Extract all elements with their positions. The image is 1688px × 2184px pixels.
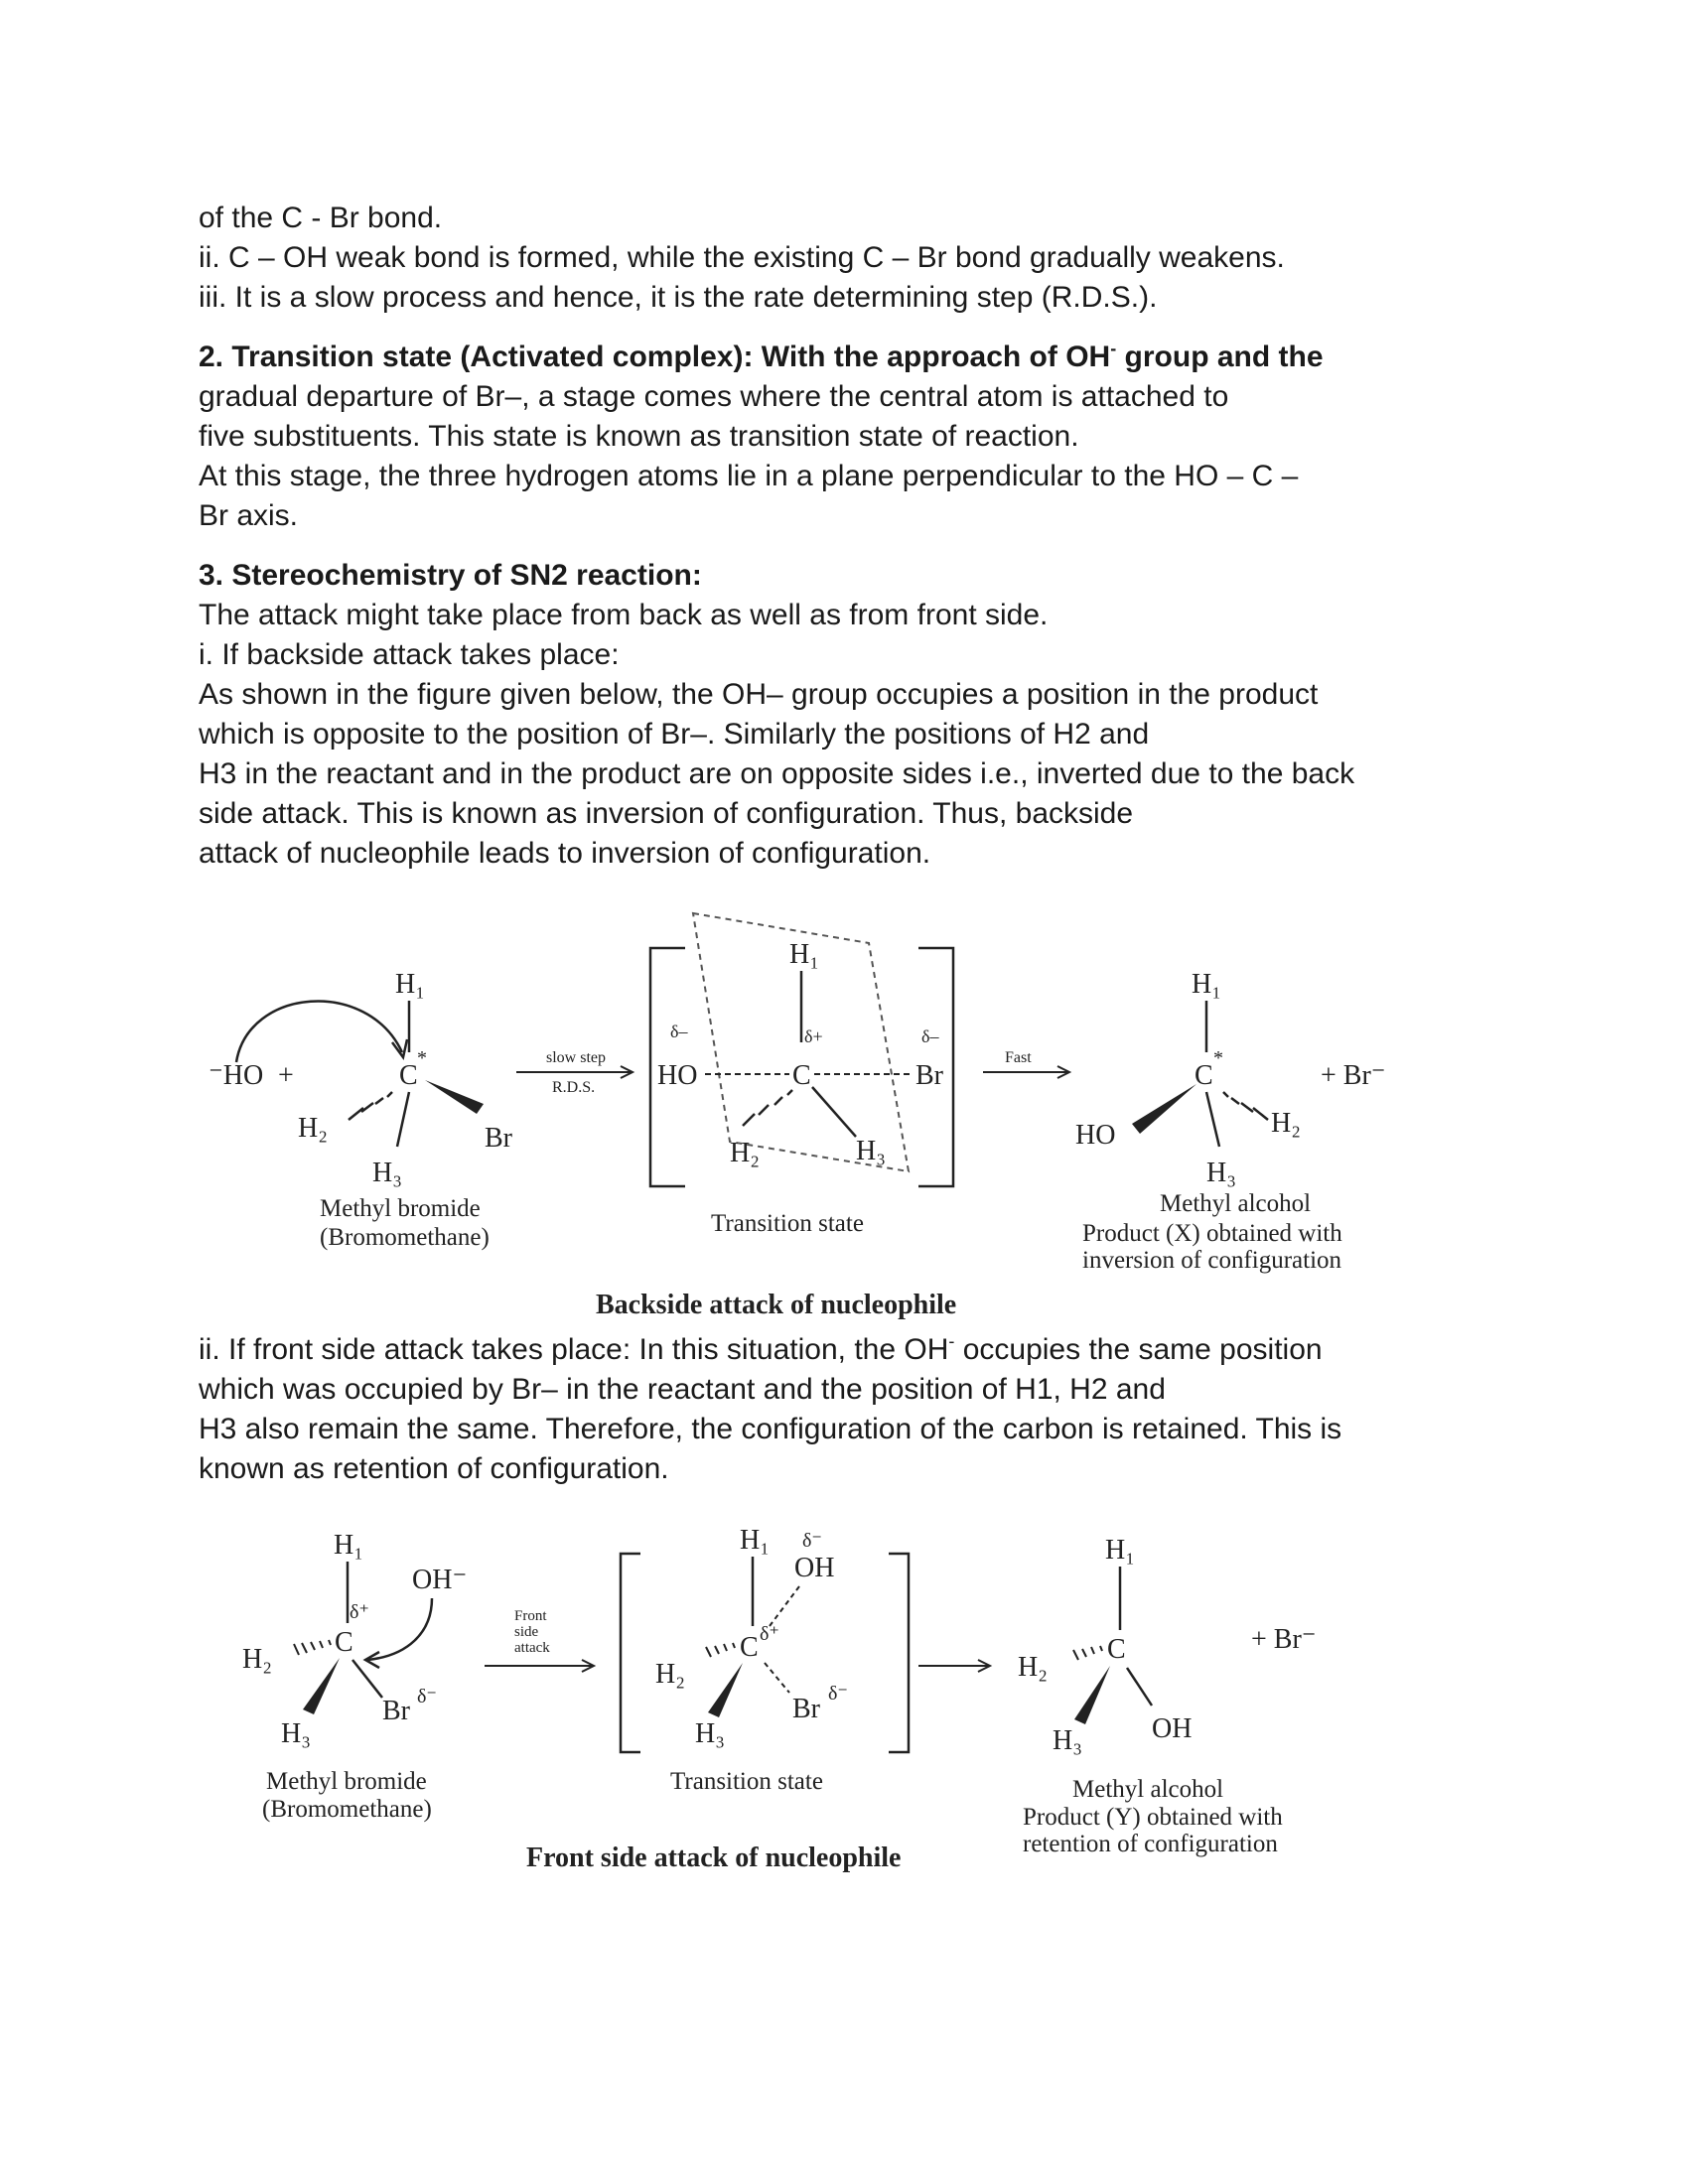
front-line-2: which was occupied by Br– in the reactant and the position of H1, H2 and (199, 1373, 1166, 1406)
h1-label: H₁ (334, 1530, 363, 1561)
ts-delta-oh: δ⁻ (802, 1530, 822, 1552)
ts-delta-br: δ⁻ (828, 1683, 848, 1705)
ts-h2-label: H₂ (730, 1138, 760, 1168)
nucleophile-label: ⁻HO (209, 1060, 264, 1091)
p-h3-label: H₃ (1206, 1158, 1236, 1188)
transition-line-3: At this stage, the three hydrogen atoms lie in a plane perpendicular to the HO – C – (199, 460, 1299, 492)
backside-caption: Backside attack of nucleophile (596, 1290, 957, 1320)
ts-h1-label: H₁ (789, 939, 819, 970)
hashed-wedge-icon (294, 1640, 331, 1655)
p-chiral-star: * (1213, 1047, 1223, 1069)
transition-line-4: Br axis. (199, 499, 299, 532)
ts-delta-c: δ⁺ (760, 1623, 779, 1645)
side-label: side (514, 1624, 539, 1640)
ts-delta-br: δ– (921, 1026, 939, 1046)
attack-label: attack (514, 1640, 550, 1656)
transition-line-2: five substituents. This state is known as transition state of reaction. (199, 420, 1079, 453)
delta-br-label: δ⁻ (417, 1686, 437, 1707)
intro-line-1: ii. C – OH weak bond is formed, while the existing C – Br bond gradually weakens. (199, 241, 1285, 274)
stereo-line-4: which is opposite to the position of Br–. Similarly the positions of H2 and (199, 718, 1150, 751)
p-ho-label: HO (1075, 1120, 1116, 1151)
stereo-heading: 3. Stereochemistry of SN2 reaction: (199, 559, 702, 592)
stereo-line-7: attack of nucleophile leads to inversion of configuration. (199, 837, 931, 870)
front-line-3: H3 also remain the same. Therefore, the configuration of the carbon is retained. This is (199, 1413, 1342, 1445)
plus-br-label: + Br⁻ (1251, 1624, 1317, 1655)
reactant-alt-name: (Bromomethane) (262, 1796, 432, 1823)
hashed-wedge-icon (1073, 1646, 1102, 1660)
reactant-alt-name: (Bromomethane) (320, 1224, 490, 1251)
ts-h3-label: H₃ (856, 1136, 886, 1166)
front-line-4: known as retention of configuration. (199, 1452, 669, 1485)
backside-attack-figure (0, 893, 1688, 1330)
product-desc-2: inversion of configuration (1082, 1247, 1342, 1274)
product-name: Methyl alcohol (1072, 1776, 1224, 1803)
stereochemistry-section (199, 556, 1509, 874)
br-label: Br (382, 1696, 410, 1726)
stereo-line-6: side attack. This is known as inversion of configuration. Thus, backside (199, 797, 1134, 830)
ts-br-label: Br (792, 1694, 820, 1724)
front-side-section (199, 1330, 1509, 1489)
p-carbon-label: C (1195, 1060, 1213, 1091)
product-desc-1: Product (Y) obtained with (1023, 1804, 1283, 1831)
transition-state-section (199, 338, 1509, 536)
ts-caption: Transition state (711, 1210, 864, 1237)
bond-line (397, 1092, 409, 1147)
ts-h3-label: H₃ (695, 1718, 725, 1749)
product-desc-2: retention of configuration (1023, 1831, 1278, 1857)
intro-block (199, 199, 1509, 318)
h3-label: H₃ (281, 1718, 311, 1749)
br-label: Br (485, 1123, 512, 1154)
ts-h2-label: H₂ (655, 1659, 685, 1690)
transition-line-1: gradual departure of Br–, a stage comes where the central atom is attached to (199, 380, 1229, 413)
oh-label: OH⁻ (412, 1565, 468, 1595)
ts-oh-label: OH (794, 1553, 835, 1583)
ts-h1-label: H₁ (740, 1525, 770, 1556)
p-h1-label: H₁ (1192, 969, 1221, 1000)
intro-line-2: iii. It is a slow process and hence, it is the rate determining step (R.D.S.). (199, 281, 1158, 314)
left-bracket (621, 1554, 640, 1752)
ts-ho-label: HO (657, 1060, 698, 1091)
p-h1-label: H₁ (1105, 1535, 1135, 1566)
h2-label: H₂ (298, 1113, 328, 1144)
partial-bond-line (765, 1663, 789, 1693)
carbon-label: C (399, 1060, 418, 1091)
stereo-line-5: H3 in the reactant and in the product are on opposite sides i.e., inverted due to the back (199, 757, 1355, 790)
ts-delta-c: δ+ (804, 1026, 823, 1046)
plus-sign: + (278, 1060, 294, 1091)
reactant-name: Methyl bromide (320, 1195, 481, 1222)
backside-attack-diagram (0, 893, 1688, 1330)
plus-br-label: + Br⁻ (1321, 1060, 1386, 1091)
fast-label: Fast (1005, 1049, 1032, 1066)
h2-label: H₂ (242, 1644, 272, 1675)
right-bracket (889, 1554, 909, 1752)
chiral-star: * (417, 1047, 427, 1069)
front-label: Front (514, 1608, 547, 1624)
bond-line (1206, 1092, 1219, 1147)
p-h2-label: H₂ (1271, 1108, 1301, 1139)
rds-label: R.D.S. (552, 1079, 596, 1096)
solid-wedge-icon (303, 1658, 340, 1714)
h3-label: H₃ (372, 1158, 402, 1188)
slow-step-label: slow step (546, 1049, 606, 1066)
transition-heading: 2. Transition state (Activated complex): With the approach of OH- group and the (199, 339, 1324, 373)
stereo-line-1: The attack might take place from back as well as from front side. (199, 599, 1049, 631)
solid-wedge-icon (425, 1080, 484, 1114)
partial-bond-line (770, 1586, 799, 1626)
hashed-wedge-icon (706, 1643, 735, 1657)
front-attack-diagram (0, 1509, 1688, 1886)
ts-c-label: C (740, 1632, 759, 1663)
stereo-line-3: As shown in the figure given below, the OH– group occupies a position in the product (199, 678, 1319, 711)
front-caption: Front side attack of nucleophile (526, 1843, 902, 1873)
ts-caption: Transition state (670, 1768, 823, 1795)
curved-arrow-icon (236, 1002, 402, 1062)
carbon-label: C (335, 1627, 353, 1658)
front-attack-figure (0, 1509, 1688, 1886)
hashed-wedge-icon (349, 1092, 392, 1120)
ts-c-label: C (792, 1060, 811, 1091)
intro-line-0: of the C - Br bond. (199, 202, 443, 234)
curved-arrow-icon (367, 1598, 432, 1660)
h1-label: H₁ (395, 969, 425, 1000)
ts-br-label: Br (915, 1060, 943, 1091)
p-oh-label: OH (1152, 1713, 1193, 1744)
bond-line (812, 1087, 856, 1137)
hashed-wedge-icon (1223, 1092, 1268, 1120)
bond-line (1127, 1668, 1152, 1706)
p-h2-label: H₂ (1018, 1652, 1048, 1683)
stereo-line-2: i. If backside attack takes place: (199, 638, 620, 671)
front-line-1: ii. If front side attack takes place: In this situation, the OH- occupies the same position (199, 1331, 1323, 1366)
p-carbon-label: C (1107, 1634, 1126, 1665)
hashed-wedge-icon (743, 1090, 792, 1126)
bond-line (352, 1660, 382, 1698)
product-desc-1: Product (X) obtained with (1082, 1220, 1342, 1247)
solid-wedge-icon (1074, 1666, 1110, 1724)
product-name: Methyl alcohol (1160, 1190, 1312, 1217)
ts-delta-ho: δ– (670, 1022, 688, 1041)
solid-wedge-icon (1132, 1084, 1196, 1134)
delta-c-label: δ⁺ (350, 1601, 369, 1623)
solid-wedge-icon (708, 1663, 743, 1717)
reactant-name: Methyl bromide (266, 1768, 427, 1795)
p-h3-label: H₃ (1053, 1725, 1082, 1756)
